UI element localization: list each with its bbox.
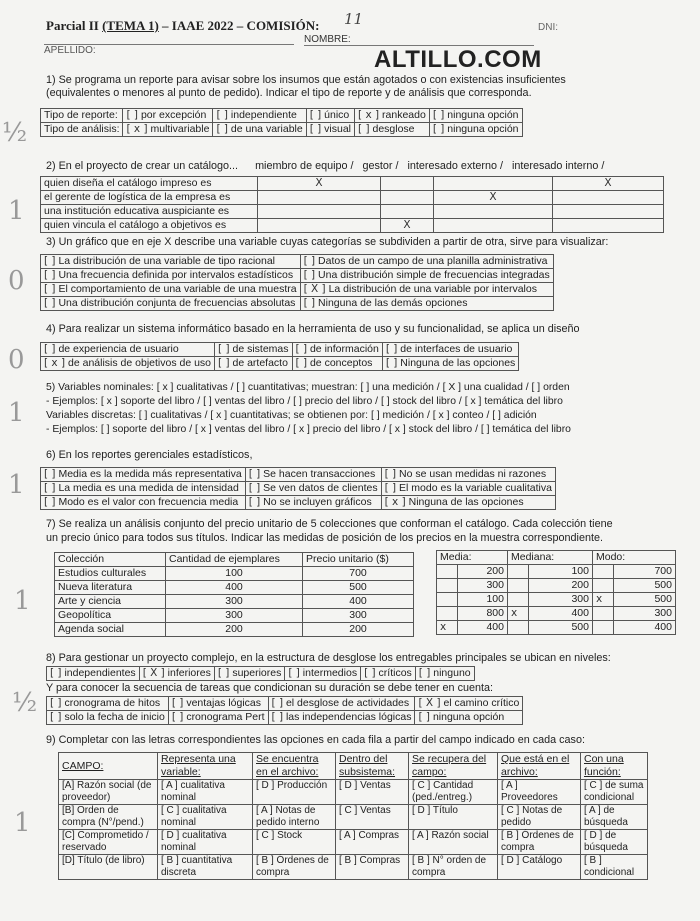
margin-mark-6: 1: [8, 470, 25, 500]
q8-option[interactable]: [ X ] el camino crítico: [415, 697, 523, 711]
q7-text-1: 7) Se realiza un análisis conjunto del precio unitario de 5 colecciones que conforman el catálogo. Cada colección tiene: [46, 518, 613, 530]
q6-option[interactable]: [ ] La media es una medida de intensidad: [41, 482, 246, 496]
q8-option[interactable]: [ ] cronograma Pert: [168, 711, 268, 725]
table-row: [41, 269, 554, 283]
q1-option[interactable]: [ ] independiente: [213, 109, 306, 123]
margin-mark-3: 0: [8, 266, 25, 296]
q1-option[interactable]: [ ] de una variable: [213, 123, 306, 137]
q8-sequence-table: [46, 696, 523, 725]
q4-option[interactable]: [ ] de información: [292, 343, 382, 357]
q1-row-report: [41, 109, 523, 123]
q4-option[interactable]: [ ] de experiencia de usuario: [41, 343, 215, 357]
table-row: [41, 357, 519, 371]
q5-line-4: - Ejemplos: [ ] soporte del libro / [ x ] ventas del libro / [ x ] precio del libro / [ x ] stock del libro / [ ] temática del libro: [46, 424, 571, 435]
table-header-row: CAMPO: Representa una variable: Se encuentra en el archivo: Dentro del subsistema: Se recupera del campo: Que está en el archivo: Con una función:: [59, 753, 648, 780]
table-row: Arte y ciencia 300 400: [55, 595, 414, 609]
q9-table: [58, 752, 648, 880]
margin-mark-9: 1: [14, 808, 31, 838]
q1-option[interactable]: [ ] único: [306, 109, 354, 123]
q6-option[interactable]: [ ] No se usan medidas ni razones: [381, 468, 555, 482]
table-row: Agenda social 200 200: [55, 623, 414, 637]
q1-text-1: 1) Se programa un reporte para avisar sobre los insumos que están agotados o con existencias insuficientes: [46, 74, 566, 86]
q6-option[interactable]: [ ] Modo es el valor con frecuencia media: [41, 496, 246, 510]
q8-option[interactable]: [ ] ninguno: [415, 667, 474, 681]
q6-text: 6) En los reportes gerenciales estadísticos,: [46, 449, 253, 461]
q7-text-2: un precio único para todos sus títulos. Indicar las medidas de posición de los precios en la muestra correspondiente.: [46, 532, 603, 544]
table-row: [A] Razón social (de proveedor) [ A ] cualitativa nominal [ D ] Producción [ D ] Ventas [ C ] Cantidad (ped./entreg.) [ A ] Proveedores [ C ] de suma condicional: [59, 780, 648, 805]
table-row: 300 200 500: [437, 579, 676, 593]
table-row: [47, 667, 475, 681]
q5-line-2: - Ejemplos: [ x ] soporte del libro / [ ] ventas del libro / [ ] precio del libro / [ ] stock del libro / [ x ] temática del libro: [46, 396, 563, 407]
table-row: [D] Título (de libro) [ B ] cuantitativa discreta [ B ] Órdenes de compra [ B ] Compras [ B ] N° orden de compra [ D ] Catálogo [ B ] condicional: [59, 855, 648, 880]
q6-option[interactable]: [ x ] Ninguna de las opciones: [381, 496, 555, 510]
q4-option[interactable]: [ ] de interfaces de usuario: [382, 343, 518, 357]
table-row: Geopolítica 300 300: [55, 609, 414, 623]
q7-measures-table: [436, 550, 676, 635]
margin-mark-7: 1: [14, 586, 31, 616]
q8-option[interactable]: [ ] críticos: [361, 667, 416, 681]
table-row: [41, 283, 554, 297]
q8-option[interactable]: [ ] cronograma de hitos: [47, 697, 169, 711]
watermark-altillo: ALTILLO.COM: [374, 46, 542, 73]
table-row: quien vincula el catálogo a objetivos es X: [41, 219, 664, 233]
table-row: x 400 500 400: [437, 621, 676, 635]
table-row: [41, 482, 556, 496]
q2-text: 2) En el proyecto de crear un catálogo... miembro de equipo / gestor / interesado externo / interesado interno /: [46, 160, 605, 172]
table-row: 100 300 x 500: [437, 593, 676, 607]
table-row: [B] Orden de compra (N°/pend.) [ C ] cualitativa nominal [ A ] Notas de pedido interno [ C ] Ventas [ D ] Título [ C ] Notas de pedido [ A ] de búsqueda: [59, 805, 648, 830]
q8-levels-table: [46, 666, 475, 681]
q3-option[interactable]: [ ] Ninguna de las demás opciones: [300, 297, 553, 311]
q8-option[interactable]: [ ] el desglose de actividades: [268, 697, 415, 711]
q1-option[interactable]: [ ] desglose: [355, 123, 430, 137]
q8-text-1: 8) Para gestionar un proyecto complejo, en la estructura de desglose los entregables principales se ubican en niveles:: [46, 652, 611, 664]
table-row: el gerente de logística de la empresa es X: [41, 191, 664, 205]
q5-line-1: 5) Variables nominales: [ x ] cualitativas / [ ] cuantitativas; muestran: [ ] una medición / [ X ] una cualidad / [ ] orden: [46, 382, 570, 393]
q4-text: 4) Para realizar un sistema informático basado en la herramienta de uso y su funcionalidad, se aplica un diseño: [46, 323, 580, 335]
q1-row-analysis: [41, 123, 523, 137]
q1-option[interactable]: [ ] por excepción: [123, 109, 213, 123]
q4-option[interactable]: [ ] de artefacto: [215, 357, 292, 371]
q3-text: 3) Un gráfico que en eje X describe una variable cuyas categorías se subdividen a partir de otra, sirve para visualizar:: [46, 236, 609, 248]
table-row: quien diseña el catálogo impreso es X X: [41, 177, 664, 191]
q3-option[interactable]: [ ] Una distribución simple de frecuencias integradas: [300, 269, 553, 283]
dni-label: DNI:: [538, 22, 558, 33]
table-row: 200 100 700: [437, 565, 676, 579]
table-header-row: Media: Mediana: Modo:: [437, 551, 676, 565]
q3-option[interactable]: [ X ] La distribución de una variable por intervalos: [300, 283, 553, 297]
q3-option[interactable]: [ ] El comportamiento de una variable de una muestra: [41, 283, 301, 297]
apellido-label: APELLIDO:: [44, 44, 294, 56]
table-row: [41, 297, 554, 311]
q2-table: [40, 176, 664, 233]
q6-option[interactable]: [ ] No se incluyen gráficos: [245, 496, 381, 510]
table-row: [41, 496, 556, 510]
q6-options-table: [40, 467, 556, 510]
q4-options-table: [40, 342, 519, 371]
q3-option[interactable]: [ ] Una frecuencia definida por intervalos estadísticos: [41, 269, 301, 283]
table-row: [41, 343, 519, 357]
q4-option[interactable]: [ ] Ninguna de las opciones: [382, 357, 518, 371]
q1-option[interactable]: [ x ] multivariable: [123, 123, 213, 137]
table-row: [C] Comprometido / reservado [ D ] cualitativa nominal [ C ] Stock [ A ] Compras [ A ] Razón social [ B ] Órdenes de compra [ D ] de búsqueda: [59, 830, 648, 855]
nombre-label: NOMBRE:: [304, 34, 534, 46]
table-row: [47, 697, 523, 711]
table-row: [41, 255, 554, 269]
q9-text: 9) Completar con las letras correspondientes las opciones en cada fila a partir del campo indicado en cada caso:: [46, 734, 585, 746]
q8-option[interactable]: [ ] intermedios: [285, 667, 361, 681]
table-row: Nueva literatura 400 500: [55, 581, 414, 595]
table-row: Estudios culturales 100 700: [55, 567, 414, 581]
q8-option[interactable]: [ ] ninguna opción: [415, 711, 523, 725]
q8-option[interactable]: [ ] las independencias lógicas: [268, 711, 415, 725]
q4-option[interactable]: [ x ] de análisis de objetivos de uso: [41, 357, 215, 371]
q1-options-table: [40, 108, 523, 137]
table-header-row: Colección Cantidad de ejemplares Precio unitario ($): [55, 553, 414, 567]
q1-option[interactable]: [ ] ninguna opción: [429, 109, 522, 123]
q8-option[interactable]: [ ] solo la fecha de inicio: [47, 711, 169, 725]
q6-option[interactable]: [ ] Media es la medida más representativa: [41, 468, 246, 482]
q8-option[interactable]: [ ] ventajas lógicas: [168, 697, 268, 711]
table-row: [41, 468, 556, 482]
q1-row-label: Tipo de reporte:: [41, 109, 123, 123]
q3-option[interactable]: [ ] Datos de un campo de una planilla administrativa: [300, 255, 553, 269]
q8-option[interactable]: [ ] superiores: [214, 667, 284, 681]
q3-options-table: [40, 254, 554, 311]
q3-option[interactable]: [ ] Una distribución conjunta de frecuencias absolutas: [41, 297, 301, 311]
margin-mark-4: 0: [8, 345, 25, 375]
q6-option[interactable]: [ ] Se ven datos de clientes: [245, 482, 381, 496]
q1-row-label: Tipo de análisis:: [41, 123, 123, 137]
q6-option[interactable]: [ ] Se hacen transacciones: [245, 468, 381, 482]
table-row: [47, 711, 523, 725]
q1-option[interactable]: [ ] ninguna opción: [429, 123, 522, 137]
margin-mark-8: ½: [12, 688, 38, 718]
q6-option[interactable]: [ ] El modo es la variable cualitativa: [381, 482, 555, 496]
q3-option[interactable]: [ ] La distribución de una variable de tipo racional: [41, 255, 301, 269]
q1-option[interactable]: [ x ] rankeado: [355, 109, 430, 123]
margin-mark-1: ½: [2, 118, 28, 148]
margin-mark-5: 1: [8, 398, 25, 428]
q8-text-2: Y para conocer la secuencia de tareas que condicionan su duración se debe tener en cuenta:: [46, 682, 493, 694]
q4-option[interactable]: [ ] de sistemas: [215, 343, 292, 357]
q8-option[interactable]: [ X ] inferiores: [139, 667, 214, 681]
comision-value: 11: [344, 10, 364, 28]
table-row: 800 x 400 300: [437, 607, 676, 621]
q5-line-3: Variables discretas: [ ] cualitativas / [ x ] cuantitativas; se obtienen por: [ ] medición / [ x ] conteo / [ ] adición: [46, 410, 537, 421]
q1-text-2: (equivalentes o menores al punto de pedido). Indicar el tipo de reporte y de análisis que corresponda.: [46, 87, 532, 99]
margin-mark-2: 1: [8, 196, 25, 226]
exam-title: Parcial II (TEMA 1) – IAAE 2022 – COMISIÓN:: [46, 18, 320, 33]
q8-option[interactable]: [ ] independientes: [47, 667, 140, 681]
table-row: una institución educativa auspiciante es: [41, 205, 664, 219]
q4-option[interactable]: [ ] de conceptos: [292, 357, 382, 371]
q1-option[interactable]: [ ] visual: [306, 123, 354, 137]
q7-collections-table: [54, 552, 414, 637]
